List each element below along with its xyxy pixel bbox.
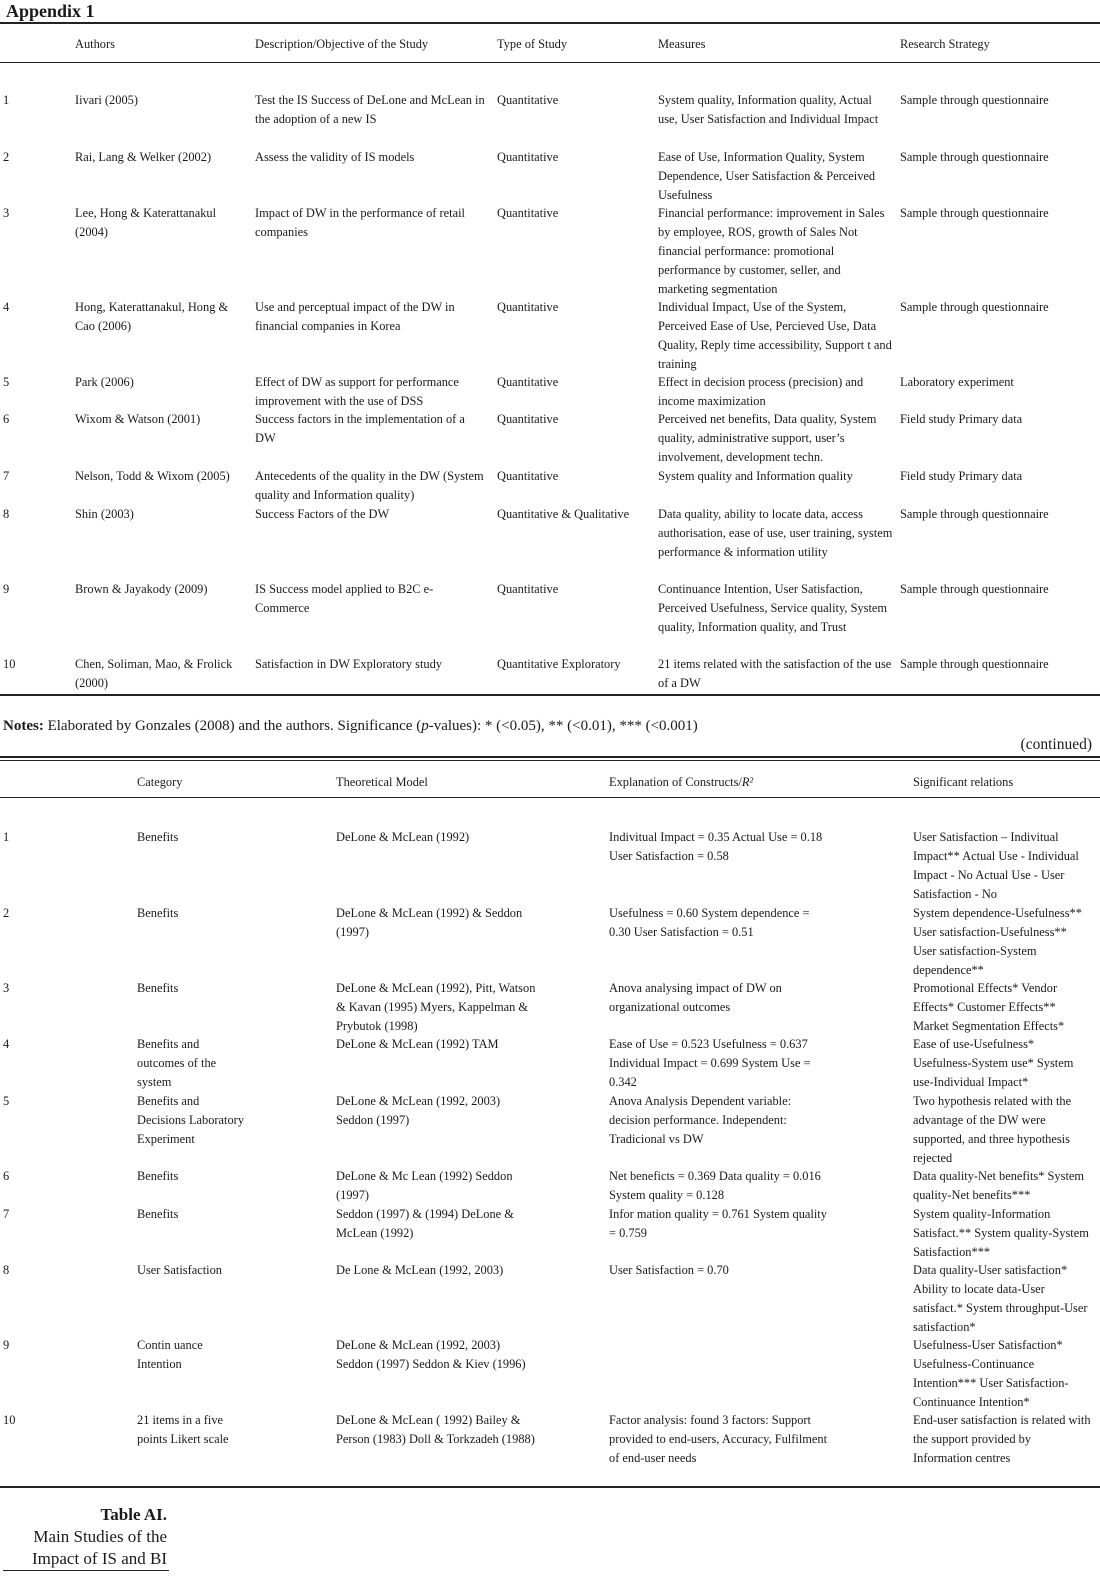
relations-cell: Usefulness-User Satisfaction* Usefulness-Continuance Intention*** User Satisfaction-Continuance Intention*	[913, 1338, 1069, 1409]
authors-cell: Park (2006)	[75, 375, 134, 389]
explanation-cell: Infor mation quality = 0.761 System quality = 0.759	[609, 1207, 827, 1240]
table-caption	[3, 1504, 167, 1570]
row-number: 2	[3, 150, 10, 164]
category-cell: Benefits and outcomes of the system	[137, 1037, 217, 1089]
continued-label: (continued)	[1020, 736, 1092, 753]
category-cell: Benefits	[137, 981, 179, 995]
measures-cell: System quality and Information quality	[658, 469, 853, 483]
row-number: 1	[3, 830, 10, 844]
type-cell: Quantitative	[497, 375, 559, 389]
t2-table-rule	[0, 1486, 1100, 1488]
authors-cell: Wixom & Watson (2001)	[75, 412, 201, 426]
table-notes	[3, 716, 698, 736]
description-cell: Effect of DW as support for performance improvement with the use of DSS	[255, 375, 459, 408]
row-number: 10	[3, 1413, 16, 1427]
relations-cell: Two hypothesis related with the advantage of the DW were supported, and three hypothesis rejected	[913, 1094, 1072, 1165]
category-cell: Contin uance Intention	[137, 1338, 203, 1371]
description-cell: IS Success model applied to B2C e-Commerce	[255, 582, 434, 615]
strategy-cell: Field study Primary data	[900, 469, 1023, 483]
explanation-cell: Usefulness = 0.60 System dependence = 0.30 User Satisfaction = 0.51	[609, 906, 810, 939]
row-number: 4	[3, 300, 10, 314]
measures-cell: Perceived net benefits, Data quality, System quality, administrative support, user’s involvement, development techn.	[658, 412, 877, 464]
model-cell: DeLone & McLean (1992, 2003) Seddon (1997)	[336, 1094, 501, 1127]
model-cell: DeLone & McLean (1992) TAM	[336, 1037, 499, 1051]
measures-cell: Individual Impact, Use of the System, Perceived Ease of Use, Percieved Use, Data Quality, Reply time accessibility, Support t and training	[658, 300, 892, 371]
authors-cell: Hong, Katerattanakul, Hong & Cao (2006)	[75, 300, 229, 333]
row-number: 8	[3, 1263, 10, 1277]
description-cell: Assess the validity of IS models	[255, 150, 415, 164]
type-cell: Quantitative & Qualitative	[497, 507, 630, 521]
model-cell: DeLone & McLean (1992) & Seddon (1997)	[336, 906, 523, 939]
relations-cell: End-user satisfaction is related with the support provided by Information centres	[913, 1413, 1091, 1465]
explanation-cell: Anova Analysis Dependent variable: decision performance. Independent: Tradicional vs DW	[609, 1094, 792, 1146]
type-cell: Quantitative	[497, 206, 559, 220]
measures-cell: 21 items related with the satisfaction of the use of a DW	[658, 657, 892, 690]
column-header: Explanation of Constructs/R²	[609, 775, 754, 789]
relations-cell: Data quality-Net benefits* System quality-Net benefits***	[913, 1169, 1085, 1202]
category-cell: Benefits and Decisions Laboratory Experiment	[137, 1094, 245, 1146]
category-cell: Benefits	[137, 1169, 179, 1183]
measures-cell: System quality, Information quality, Actual use, User Satisfaction and Individual Impact	[658, 93, 879, 126]
column-header: Research Strategy	[900, 37, 990, 51]
type-cell: Quantitative	[497, 582, 559, 596]
row-number: 7	[3, 469, 10, 483]
t1-table-rule	[0, 694, 1100, 696]
column-header: Measures	[658, 37, 706, 51]
row-number: 2	[3, 906, 10, 920]
type-cell: Quantitative	[497, 412, 559, 426]
measures-cell: Ease of Use, Information Quality, System Dependence, User Satisfaction & Perceived Usefulness	[658, 150, 876, 202]
explanation-cell: Factor analysis: found 3 factors: Support provided to end-users, Accuracy, Fulfilment of end-user needs	[609, 1413, 828, 1465]
model-cell: DeLone & McLean (1992), Pitt, Watson & Kavan (1995) Myers, Kappelman & Prybutok (1998)	[336, 981, 536, 1033]
column-header: Category	[137, 775, 183, 789]
relations-cell: User Satisfaction – Indivitual Impact** Actual Use - Individual Impact - No Actual Use - User Satisfaction - No	[913, 830, 1079, 901]
row-number: 3	[3, 206, 10, 220]
description-cell: Success Factors of the DW	[255, 507, 390, 521]
authors-cell: Nelson, Todd & Wixom (2005)	[75, 469, 230, 483]
notes-p-symbol: p	[421, 718, 429, 734]
explanation-cell: Anova analysing impact of DW on organizational outcomes	[609, 981, 782, 1014]
authors-cell: Iivari (2005)	[75, 93, 138, 107]
measures-cell: Continuance Intention, User Satisfaction, Perceived Usefulness, Service quality, System quality, Information quality, and Trust	[658, 582, 888, 634]
row-number: 9	[3, 1338, 10, 1352]
type-cell: Quantitative	[497, 150, 559, 164]
model-cell: Seddon (1997) & (1994) DeLone & McLean (1992)	[336, 1207, 514, 1240]
notes-label: Notes:	[3, 718, 44, 734]
row-number: 3	[3, 981, 10, 995]
row-number: 10	[3, 657, 16, 671]
strategy-cell: Sample through questionnaire	[900, 300, 1049, 314]
row-number: 9	[3, 582, 10, 596]
relations-cell: Data quality-User satisfaction* Ability to locate data-User satisfact.* System throughput-User satisfaction*	[913, 1263, 1088, 1334]
t2-table-rule	[0, 760, 1100, 761]
category-cell: 21 items in a five points Likert scale	[137, 1413, 229, 1446]
authors-cell: Brown & Jayakody (2009)	[75, 582, 208, 596]
relations-cell: Ease of use-Usefulness* Usefulness-System use* System use-Individual Impact*	[913, 1037, 1074, 1089]
strategy-cell: Sample through questionnaire	[900, 657, 1049, 671]
category-cell: Benefits	[137, 906, 179, 920]
authors-cell: Shin (2003)	[75, 507, 134, 521]
category-cell: Benefits	[137, 830, 179, 844]
model-cell: DeLone & Mc Lean (1992) Seddon (1997)	[336, 1169, 513, 1202]
model-cell: De Lone & McLean (1992, 2003)	[336, 1263, 504, 1277]
row-number: 8	[3, 507, 10, 521]
authors-cell: Chen, Soliman, Mao, & Frolick (2000)	[75, 657, 233, 690]
strategy-cell: Field study Primary data	[900, 412, 1023, 426]
t1-table-rule	[0, 62, 1100, 63]
model-cell: DeLone & McLean (1992)	[336, 830, 470, 844]
t2-table-rule	[0, 756, 1100, 758]
row-number: 4	[3, 1037, 10, 1051]
column-header: Type of Study	[497, 37, 568, 51]
caption-title: Table AI.	[100, 1505, 167, 1524]
type-cell: Quantitative Exploratory	[497, 657, 621, 671]
appendix-heading: Appendix 1	[6, 1, 95, 21]
model-cell: DeLone & McLean ( 1992) Bailey & Person (1983) Doll & Torkzadeh (1988)	[336, 1413, 535, 1446]
description-cell: Success factors in the implementation of a DW	[255, 412, 465, 445]
model-cell: DeLone & McLean (1992, 2003) Seddon (1997) Seddon & Kiev (1996)	[336, 1338, 526, 1371]
column-header: Authors	[75, 37, 115, 51]
t1-table-rule	[0, 22, 1100, 24]
relations-cell: Promotional Effects* Vendor Effects* Customer Effects** Market Segmentation Effects*	[913, 981, 1065, 1033]
column-header: Significant relations	[913, 775, 1014, 789]
explanation-cell: Ease of Use = 0.523 Usefulness = 0.637 Individual Impact = 0.699 System Use = 0.342	[609, 1037, 811, 1089]
caption-subtitle: Main Studies of the Impact of IS and BI	[31, 1527, 167, 1568]
row-number: 5	[3, 375, 10, 389]
description-cell: Use and perceptual impact of the DW in financial companies in Korea	[255, 300, 455, 333]
relations-cell: System quality-Information Satisfact.** System quality-System Satisfaction***	[913, 1207, 1089, 1259]
column-header: Theoretical Model	[336, 775, 428, 789]
measures-cell: Effect in decision process (precision) and income maximization	[658, 375, 864, 408]
measures-cell: Data quality, ability to locate data, access authorisation, ease of use, user training, system performance & information utility	[658, 507, 893, 559]
description-cell: Satisfaction in DW Exploratory study	[255, 657, 442, 671]
explanation-cell: Net beneficts = 0.369 Data quality = 0.016 System quality = 0.128	[609, 1169, 821, 1202]
strategy-cell: Sample through questionnaire	[900, 582, 1049, 596]
strategy-cell: Laboratory experiment	[900, 375, 1014, 389]
description-cell: Test the IS Success of DeLone and McLean in the adoption of a new IS	[255, 93, 485, 126]
notes-text-after: -values): * (<0.05), ** (<0.01), *** (<0.001)	[428, 718, 698, 734]
t2-table-rule	[0, 797, 1100, 798]
authors-cell: Lee, Hong & Katerattanakul (2004)	[75, 206, 217, 239]
row-number: 6	[3, 412, 10, 426]
type-cell: Quantitative	[497, 300, 559, 314]
type-cell: Quantitative	[497, 93, 559, 107]
row-number: 5	[3, 1094, 10, 1108]
explanation-cell: User Satisfaction = 0.70	[609, 1263, 729, 1277]
r-squared-symbol: R²	[741, 775, 754, 789]
authors-cell: Rai, Lang & Welker (2002)	[75, 150, 212, 164]
row-number: 7	[3, 1207, 10, 1221]
column-header: Description/Objective of the Study	[255, 37, 429, 51]
strategy-cell: Sample through questionnaire	[900, 150, 1049, 164]
category-cell: Benefits	[137, 1207, 179, 1221]
row-number: 1	[3, 93, 10, 107]
description-cell: Antecedents of the quality in the DW (System quality and Information quality)	[255, 469, 484, 502]
notes-text-before: Elaborated by Gonzales (2008) and the authors. Significance (	[43, 718, 422, 734]
category-cell: User Satisfaction	[137, 1263, 222, 1277]
measures-cell: Financial performance: improvement in Sales by employee, ROS, growth of Sales Not financial performance: promotional performance by customer, seller, and marketing segmentation	[658, 206, 885, 296]
strategy-cell: Sample through questionnaire	[900, 507, 1049, 521]
description-cell: Impact of DW in the performance of retail companies	[255, 206, 465, 239]
strategy-cell: Sample through questionnaire	[900, 206, 1049, 220]
row-number: 6	[3, 1169, 10, 1183]
caption-rule	[3, 1570, 169, 1571]
strategy-cell: Sample through questionnaire	[900, 93, 1049, 107]
explanation-cell: Indivitual Impact = 0.35 Actual Use = 0.18 User Satisfaction = 0.58	[609, 830, 823, 863]
type-cell: Quantitative	[497, 469, 559, 483]
relations-cell: System dependence-Usefulness** User satisfaction-Usefulness** User satisfaction-System dependence**	[913, 906, 1082, 977]
